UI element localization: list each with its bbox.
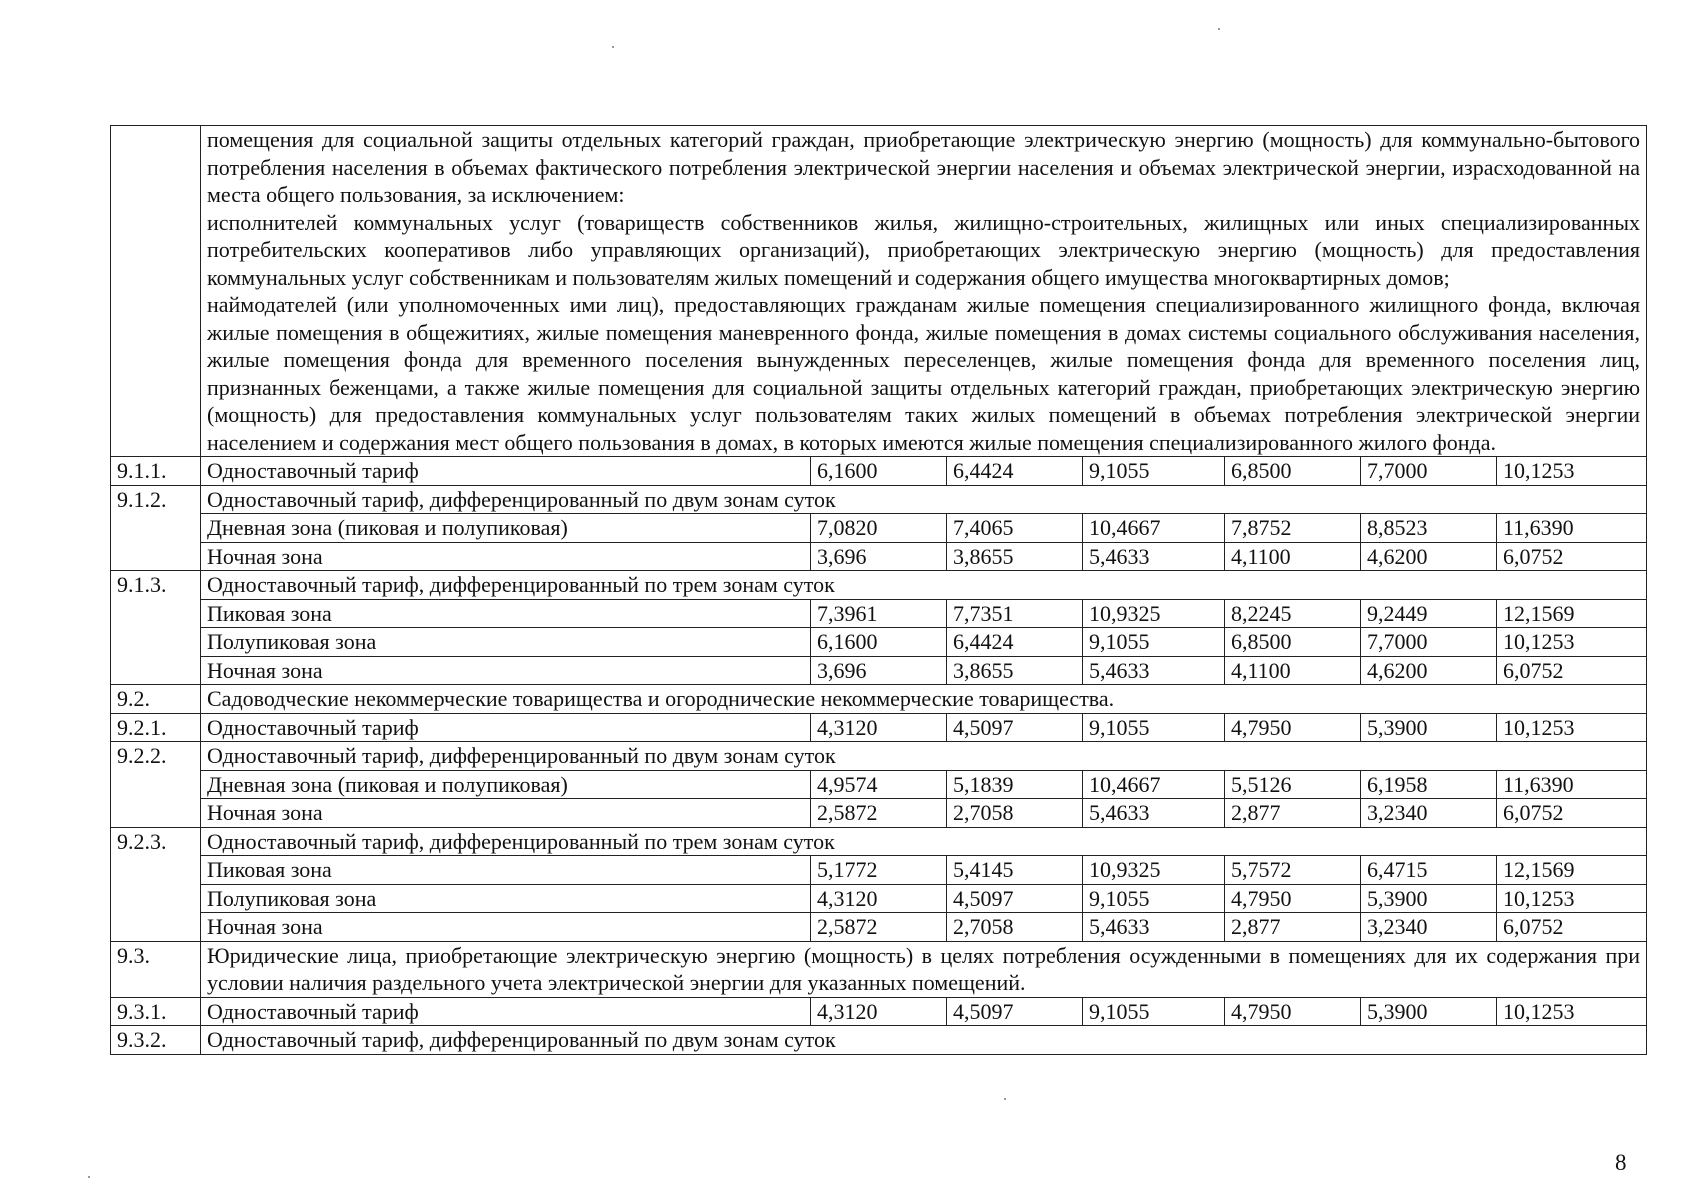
continuation-paragraph: помещения для социальной защиты отдельных категорий граждан, приобретающие электрическую энергию (мощность) для коммунально-бытового потребления населения в объемах фактического потребления электрической энергии населения и объемах электрической энергии, израсходованной на места общего пользования, за исключением: <box>207 127 1641 207</box>
table-row <box>111 713 1647 742</box>
zone-label: Дневная зона (пиковая и полупиковая) <box>201 770 811 799</box>
tariff-value: 9,1055 <box>1083 457 1225 486</box>
tariff-value: 2,877 <box>1225 799 1361 828</box>
tariff-value: 4,7950 <box>1225 884 1361 913</box>
tariff-value: 10,9325 <box>1083 856 1225 885</box>
tariff-value: 5,3900 <box>1361 884 1497 913</box>
section-label: Одноставочный тариф, дифференцированный по двум зонам суток <box>201 1026 1647 1055</box>
tariff-value: 5,1772 <box>811 856 947 885</box>
tariff-value: 5,5126 <box>1225 770 1361 799</box>
tariff-value: 11,6390 <box>1497 514 1647 543</box>
table-row <box>111 685 1647 714</box>
table-subrow <box>111 542 1647 571</box>
row-label: Одноставочный тариф <box>201 997 811 1026</box>
tariff-value: 4,1100 <box>1225 542 1361 571</box>
row-label: Одноставочный тариф <box>201 713 811 742</box>
row-label: Одноставочный тариф, дифференцированный по двум зонам суток <box>201 485 1647 514</box>
row-code: 9.2.1. <box>111 713 201 742</box>
tariff-value: 4,3120 <box>811 884 947 913</box>
continuation-text-cell <box>201 126 1647 457</box>
table-subrow <box>111 656 1647 685</box>
row-code: 9.1.3. <box>111 571 201 685</box>
tariff-value: 6,8500 <box>1225 628 1361 657</box>
table-subrow <box>111 913 1647 942</box>
tariff-value: 10,1253 <box>1497 457 1647 486</box>
tariff-value: 6,0752 <box>1497 913 1647 942</box>
tariff-value: 5,1839 <box>947 770 1083 799</box>
tariff-value: 5,4633 <box>1083 542 1225 571</box>
zone-label: Ночная зона <box>201 542 811 571</box>
table-row <box>111 485 1647 514</box>
tariff-value: 10,4667 <box>1083 770 1225 799</box>
scan-speck <box>88 1176 90 1178</box>
tariff-value: 9,1055 <box>1083 713 1225 742</box>
zone-label: Пиковая зона <box>201 856 811 885</box>
tariff-value: 10,1253 <box>1497 997 1647 1026</box>
row-code: 9.1.1. <box>111 457 201 486</box>
tariff-value: 5,4145 <box>947 856 1083 885</box>
tariff-value: 10,1253 <box>1497 628 1647 657</box>
table-row <box>111 126 1647 457</box>
table-subrow <box>111 628 1647 657</box>
tariff-value: 6,1958 <box>1361 770 1497 799</box>
tariff-value: 5,4633 <box>1083 799 1225 828</box>
tariff-value: 7,4065 <box>947 514 1083 543</box>
tariff-value: 6,0752 <box>1497 542 1647 571</box>
tariff-value: 2,7058 <box>947 799 1083 828</box>
tariff-value: 4,6200 <box>1361 656 1497 685</box>
tariff-value: 6,8500 <box>1225 457 1361 486</box>
tariff-value: 7,0820 <box>811 514 947 543</box>
scan-speck <box>1218 28 1220 30</box>
continuation-paragraph: наймодателей (или уполномоченных ими лиц), предоставляющих гражданам жилые помещения специализированного жилищного фонда, включая жилые помещения в общежитиях, жилые помещения маневренного фонда, жилые помещения в домах системы социального обслуживания населения, жилые помещения фонда для временного поселения вынужденных переселенцев, жилые помещения фонда для временного поселения лиц, признанных беженцами, а также жилые помещения для социальной защиты отдельных категорий граждан, приобретающих электрическую энергию (мощность) для предоставления коммунальных услуг пользователям таких жилых помещений в объемах потребления электрической энергии населением и содержания мест общего пользования в домах, в которых имеются жилые помещения специализированного жилого фонда. <box>207 292 1641 455</box>
zone-label: Ночная зона <box>201 913 811 942</box>
tariff-value: 6,0752 <box>1497 799 1647 828</box>
zone-label: Ночная зона <box>201 656 811 685</box>
row-code: 9.2.2. <box>111 742 201 828</box>
row-code: 9.2. <box>111 685 201 714</box>
tariff-value: 4,3120 <box>811 713 947 742</box>
row-label: Одноставочный тариф, дифференцированный по трем зонам суток <box>201 571 1647 600</box>
row-code: 9.3.2. <box>111 1026 201 1055</box>
row-code: 9.3.1. <box>111 997 201 1026</box>
tariff-value: 7,7351 <box>947 599 1083 628</box>
zone-label: Дневная зона (пиковая и полупиковая) <box>201 514 811 543</box>
tariff-value: 6,1600 <box>811 457 947 486</box>
zone-label: Ночная зона <box>201 799 811 828</box>
tariff-value: 6,4424 <box>947 628 1083 657</box>
tariff-value: 2,5872 <box>811 913 947 942</box>
scan-speck <box>1004 1098 1006 1100</box>
tariff-value: 2,5872 <box>811 799 947 828</box>
tariff-value: 4,6200 <box>1361 542 1497 571</box>
tariff-value: 3,2340 <box>1361 799 1497 828</box>
row-code: 9.2.3. <box>111 827 201 941</box>
tariff-value: 8,8523 <box>1361 514 1497 543</box>
continuation-paragraph: исполнителей коммунальных услуг (товариществ собственников жилья, жилищно-строительных, жилищных или иных специализированных потребительских кооперативов либо управляющих организаций), приобретающих электрическую энергию (мощность) для предоставления коммунальных услуг собственникам и пользователям жилых помещений и содержания общего имущества многоквартирных домов; <box>207 209 1641 290</box>
table-row <box>111 457 1647 486</box>
tariff-value: 12,1569 <box>1497 599 1647 628</box>
tariff-value: 4,5097 <box>947 997 1083 1026</box>
tariff-value: 6,4424 <box>947 457 1083 486</box>
zone-label: Пиковая зона <box>201 599 811 628</box>
tariff-value: 7,7000 <box>1361 457 1497 486</box>
table-row <box>111 571 1647 600</box>
tariff-value: 7,8752 <box>1225 514 1361 543</box>
table-subrow <box>111 599 1647 628</box>
table-subrow <box>111 514 1647 543</box>
tariff-value: 9,1055 <box>1083 884 1225 913</box>
row-code: 9.1.2. <box>111 485 201 571</box>
tariff-value: 8,2245 <box>1225 599 1361 628</box>
tariff-value: 9,1055 <box>1083 997 1225 1026</box>
tariff-value: 2,7058 <box>947 913 1083 942</box>
tariff-value: 9,1055 <box>1083 628 1225 657</box>
row-code-cell <box>111 126 201 457</box>
zone-label: Полупиковая зона <box>201 884 811 913</box>
tariff-value: 5,3900 <box>1361 997 1497 1026</box>
table-row <box>111 827 1647 856</box>
tariff-value: 6,4715 <box>1361 856 1497 885</box>
tariff-table <box>110 125 1647 1055</box>
tariff-value: 6,1600 <box>811 628 947 657</box>
tariff-value: 10,1253 <box>1497 713 1647 742</box>
tariff-value: 5,7572 <box>1225 856 1361 885</box>
table-row <box>111 1026 1647 1055</box>
tariff-value: 5,4633 <box>1083 913 1225 942</box>
scan-speck <box>612 46 614 48</box>
table-subrow <box>111 884 1647 913</box>
table-row <box>111 941 1647 997</box>
tariff-value: 7,3961 <box>811 599 947 628</box>
page-number: 8 <box>1615 1150 1627 1175</box>
tariff-value: 11,6390 <box>1497 770 1647 799</box>
row-code: 9.3. <box>111 941 201 997</box>
row-label: Одноставочный тариф, дифференцированный по двум зонам суток <box>201 742 1647 771</box>
table-subrow <box>111 770 1647 799</box>
tariff-value: 9,2449 <box>1361 599 1497 628</box>
tariff-value: 3,8655 <box>947 542 1083 571</box>
tariff-value: 4,7950 <box>1225 997 1361 1026</box>
tariff-value: 3,696 <box>811 656 947 685</box>
tariff-value: 2,877 <box>1225 913 1361 942</box>
tariff-value: 6,0752 <box>1497 656 1647 685</box>
table-row <box>111 997 1647 1026</box>
section-label: Садоводческие некоммерческие товарищества и огороднические некоммерческие товарищества. <box>201 685 1647 714</box>
tariff-value: 10,1253 <box>1497 884 1647 913</box>
row-label: Одноставочный тариф, дифференцированный по трем зонам суток <box>201 827 1647 856</box>
tariff-value: 4,9574 <box>811 770 947 799</box>
table-subrow <box>111 799 1647 828</box>
tariff-value: 4,5097 <box>947 884 1083 913</box>
tariff-value: 4,5097 <box>947 713 1083 742</box>
tariff-value: 3,696 <box>811 542 947 571</box>
tariff-value: 3,2340 <box>1361 913 1497 942</box>
tariff-value: 10,9325 <box>1083 599 1225 628</box>
tariff-value: 7,7000 <box>1361 628 1497 657</box>
tariff-value: 3,8655 <box>947 656 1083 685</box>
table-subrow <box>111 856 1647 885</box>
tariff-value: 5,3900 <box>1361 713 1497 742</box>
tariff-value: 10,4667 <box>1083 514 1225 543</box>
table-row <box>111 742 1647 771</box>
tariff-value: 4,1100 <box>1225 656 1361 685</box>
section-label: Юридические лица, приобретающие электрическую энергию (мощность) в целях потребления осужденными в помещениях для их содержания при условии наличия раздельного учета электрической энергии для указанных помещений. <box>201 941 1647 997</box>
row-label: Одноставочный тариф <box>201 457 811 486</box>
tariff-value: 4,3120 <box>811 997 947 1026</box>
tariff-value: 5,4633 <box>1083 656 1225 685</box>
tariff-value: 12,1569 <box>1497 856 1647 885</box>
tariff-value: 4,7950 <box>1225 713 1361 742</box>
zone-label: Полупиковая зона <box>201 628 811 657</box>
